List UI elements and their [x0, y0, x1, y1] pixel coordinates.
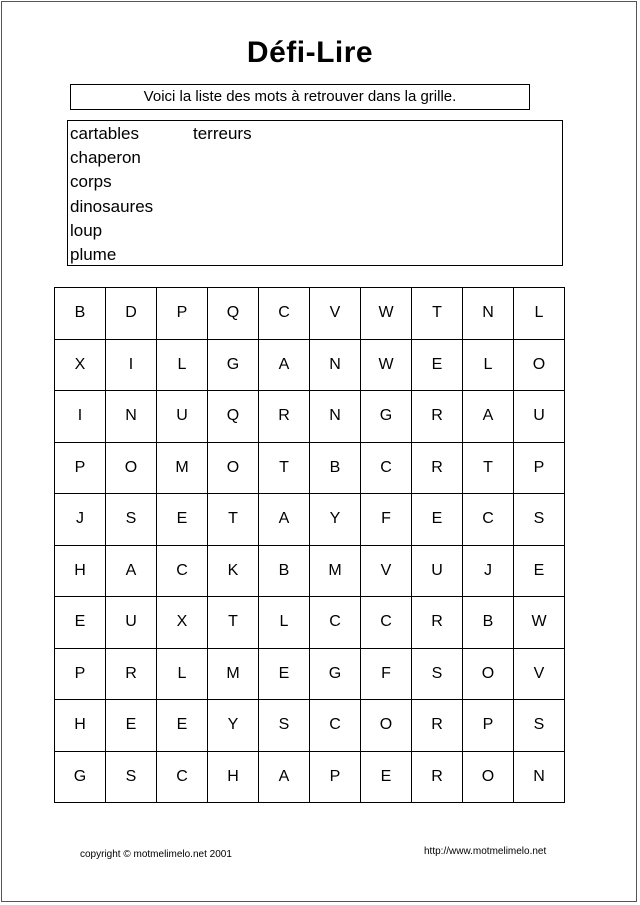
grid-cell[interactable]: L — [157, 648, 208, 700]
grid-cell[interactable]: N — [463, 288, 514, 340]
word-search-grid — [54, 287, 565, 803]
grid-cell[interactable]: C — [361, 597, 412, 649]
grid-cell[interactable]: E — [412, 339, 463, 391]
grid-row — [55, 339, 565, 391]
grid-cell[interactable]: C — [361, 442, 412, 494]
grid-cell[interactable]: U — [106, 597, 157, 649]
grid-cell[interactable]: I — [106, 339, 157, 391]
grid-cell[interactable]: M — [157, 442, 208, 494]
grid-cell[interactable]: K — [208, 545, 259, 597]
grid-cell[interactable]: C — [310, 700, 361, 752]
grid-cell[interactable]: V — [310, 288, 361, 340]
grid-cell[interactable]: L — [157, 339, 208, 391]
grid-cell[interactable]: A — [463, 391, 514, 443]
grid-cell[interactable]: V — [514, 648, 565, 700]
grid-cell[interactable]: O — [514, 339, 565, 391]
word-item: plume — [70, 244, 117, 264]
grid-cell[interactable]: H — [55, 700, 106, 752]
grid-cell[interactable]: B — [55, 288, 106, 340]
grid-cell[interactable]: P — [310, 751, 361, 803]
grid-row — [55, 648, 565, 700]
grid-cell[interactable]: L — [463, 339, 514, 391]
word-item: dinosaures — [70, 196, 154, 216]
grid-cell[interactable]: P — [157, 288, 208, 340]
grid-cell[interactable]: B — [310, 442, 361, 494]
grid-cell[interactable]: W — [361, 339, 412, 391]
grid-cell[interactable]: C — [310, 597, 361, 649]
word-item: cartables — [70, 124, 139, 143]
grid-cell[interactable]: J — [55, 494, 106, 546]
grid-cell[interactable]: U — [157, 391, 208, 443]
grid-cell[interactable]: X — [157, 597, 208, 649]
grid-cell[interactable]: N — [106, 391, 157, 443]
grid-cell[interactable]: F — [361, 648, 412, 700]
word-list-box — [67, 120, 563, 266]
grid-cell[interactable]: L — [259, 597, 310, 649]
grid-cell[interactable]: E — [259, 648, 310, 700]
grid-cell[interactable]: M — [208, 648, 259, 700]
grid-cell[interactable]: E — [106, 700, 157, 752]
grid-cell[interactable]: I — [55, 391, 106, 443]
grid-cell[interactable]: T — [208, 494, 259, 546]
website-url-link[interactable]: http://www.motmelimelo.net — [424, 846, 547, 857]
grid-row — [55, 442, 565, 494]
grid-cell[interactable]: E — [157, 494, 208, 546]
grid-cell[interactable]: S — [412, 648, 463, 700]
grid-cell[interactable]: E — [361, 751, 412, 803]
grid-row — [55, 597, 565, 649]
grid-cell[interactable]: P — [514, 442, 565, 494]
grid-cell[interactable]: N — [310, 391, 361, 443]
grid-cell[interactable]: R — [106, 648, 157, 700]
word-item: terreurs — [193, 124, 252, 143]
grid-cell[interactable]: A — [259, 494, 310, 546]
grid-cell[interactable]: E — [412, 494, 463, 546]
grid-row — [55, 545, 565, 597]
grid-cell[interactable]: D — [106, 288, 157, 340]
grid-cell[interactable]: P — [55, 648, 106, 700]
grid-cell[interactable]: A — [259, 751, 310, 803]
grid-cell[interactable]: G — [361, 391, 412, 443]
word-item: corps — [70, 172, 112, 192]
grid-cell[interactable]: R — [412, 597, 463, 649]
grid-cell[interactable]: A — [259, 339, 310, 391]
grid-cell[interactable]: R — [412, 700, 463, 752]
page-title: Défi-Lire — [246, 36, 374, 69]
grid-cell[interactable]: E — [55, 597, 106, 649]
grid-cell[interactable]: A — [106, 545, 157, 597]
grid-cell[interactable]: O — [106, 442, 157, 494]
grid-row — [55, 751, 565, 803]
grid-cell[interactable]: O — [361, 700, 412, 752]
grid-row — [55, 391, 565, 443]
grid-cell[interactable]: R — [259, 391, 310, 443]
grid-cell[interactable]: R — [412, 442, 463, 494]
grid-cell[interactable]: T — [463, 442, 514, 494]
grid-cell[interactable]: Q — [208, 391, 259, 443]
grid-cell[interactable]: S — [259, 700, 310, 752]
grid-row — [55, 700, 565, 752]
grid-cell[interactable]: T — [208, 597, 259, 649]
grid-cell[interactable]: W — [361, 288, 412, 340]
grid-cell[interactable]: B — [463, 597, 514, 649]
grid-row — [55, 494, 565, 546]
word-list-column-2 — [193, 122, 252, 146]
grid-cell[interactable]: V — [361, 545, 412, 597]
grid-cell[interactable]: N — [514, 751, 565, 803]
grid-cell[interactable]: C — [157, 751, 208, 803]
grid-cell[interactable]: T — [259, 442, 310, 494]
grid-cell[interactable]: F — [361, 494, 412, 546]
grid-cell[interactable]: J — [463, 545, 514, 597]
grid-cell[interactable]: Q — [208, 288, 259, 340]
grid-cell[interactable]: Y — [310, 494, 361, 546]
word-list-column-1 — [70, 122, 153, 267]
grid-row — [55, 288, 565, 340]
grid-cell[interactable]: U — [412, 545, 463, 597]
grid-cell[interactable]: M — [310, 545, 361, 597]
word-item: chaperon — [70, 148, 141, 168]
grid-cell[interactable]: L — [514, 288, 565, 340]
grid-cell[interactable]: U — [514, 391, 565, 443]
grid-cell[interactable]: W — [514, 597, 565, 649]
grid-cell[interactable]: R — [412, 751, 463, 803]
copyright-text: copyright © motmelimelo.net 2001 — [80, 849, 232, 860]
grid-cell[interactable]: X — [55, 339, 106, 391]
grid-cell[interactable]: G — [55, 751, 106, 803]
grid-cell[interactable]: N — [310, 339, 361, 391]
grid-cell[interactable]: C — [259, 288, 310, 340]
grid-cell[interactable]: G — [310, 648, 361, 700]
grid-cell[interactable]: O — [463, 648, 514, 700]
grid-cell[interactable]: T — [412, 288, 463, 340]
grid-cell[interactable]: R — [412, 391, 463, 443]
grid-cell[interactable]: C — [157, 545, 208, 597]
grid-cell[interactable]: E — [157, 700, 208, 752]
grid-cell[interactable]: O — [208, 442, 259, 494]
word-item: loup — [70, 220, 103, 240]
instruction-box: Voici la liste des mots à retrouver dans la grille. — [70, 84, 530, 110]
grid-cell[interactable]: O — [463, 751, 514, 803]
grid-cell[interactable]: G — [208, 339, 259, 391]
grid-cell[interactable]: P — [463, 700, 514, 752]
grid-cell[interactable]: H — [55, 545, 106, 597]
grid-cell[interactable]: Y — [208, 700, 259, 752]
grid-cell[interactable]: P — [55, 442, 106, 494]
grid-cell[interactable]: S — [514, 700, 565, 752]
grid-cell[interactable]: B — [259, 545, 310, 597]
grid-cell[interactable]: S — [106, 751, 157, 803]
grid-cell[interactable]: E — [514, 545, 565, 597]
grid-cell[interactable]: H — [208, 751, 259, 803]
grid-cell[interactable]: S — [106, 494, 157, 546]
grid-cell[interactable]: S — [514, 494, 565, 546]
grid-cell[interactable]: C — [463, 494, 514, 546]
